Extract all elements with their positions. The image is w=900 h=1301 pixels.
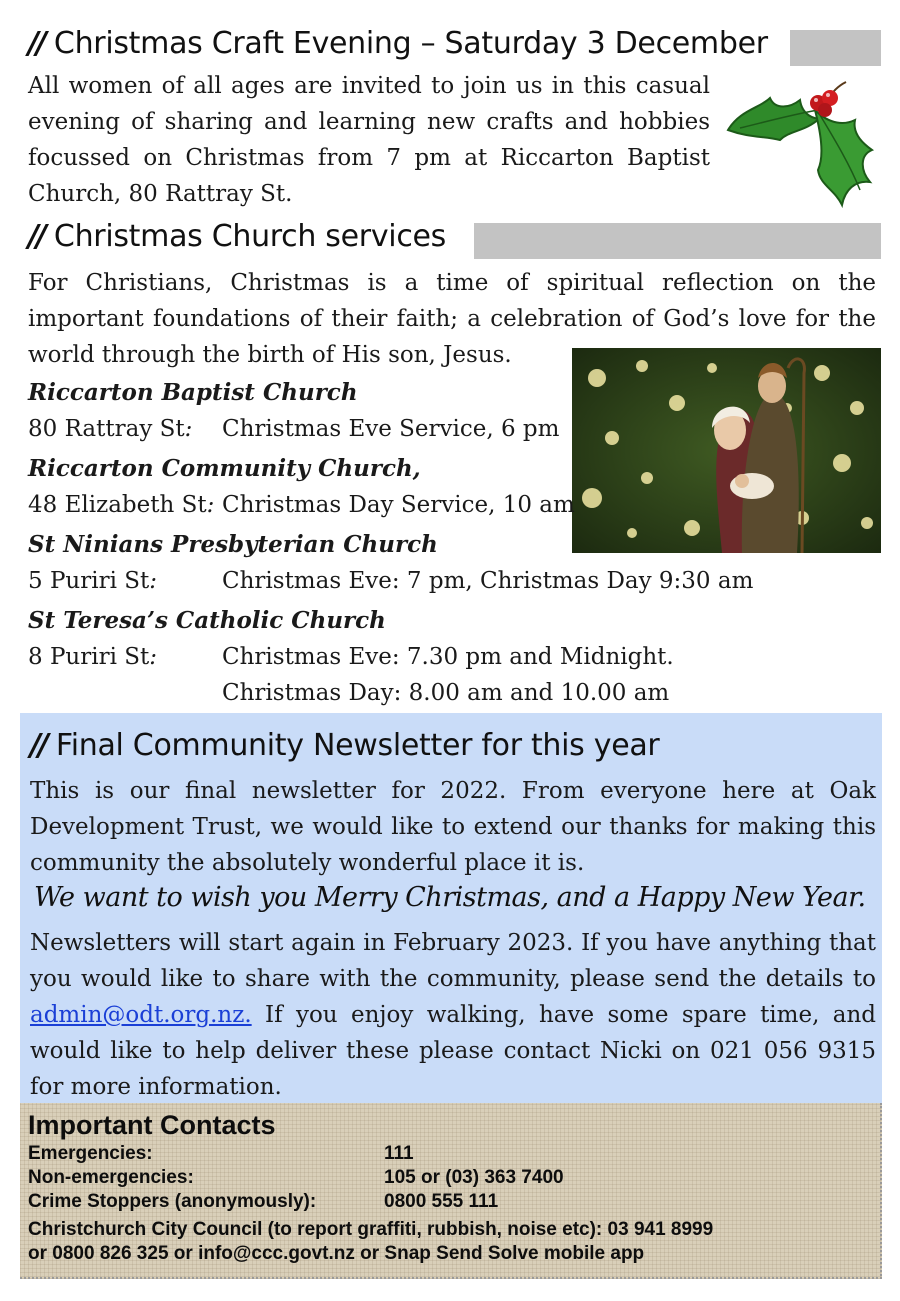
heading-bar <box>790 30 881 66</box>
nativity-photo <box>572 348 881 553</box>
newsletter-heading-text: Final Community Newsletter for this year <box>55 728 660 763</box>
church-row-continued: Christmas Day: 8.00 am and 10.00 am <box>222 680 670 706</box>
heading-slashes-icon: // <box>30 728 46 763</box>
holly-icon <box>720 70 880 210</box>
email-link[interactable]: admin@odt.org.nz. <box>30 1002 252 1028</box>
heading-slashes-icon: // <box>28 26 44 61</box>
church-name: St Ninians Presbyterian Church <box>28 531 438 558</box>
heading-bar <box>474 223 881 259</box>
craft-heading <box>28 26 768 61</box>
contacts-title: Important Contacts <box>28 1110 276 1140</box>
church-row: 80 Rattray St: Christmas Eve Service, 6 pm <box>28 416 560 442</box>
council-line-1: Christchurch City Council (to report graffiti, rubbish, noise etc): 03 941 8999 <box>28 1219 714 1240</box>
services-heading-text: Christmas Church services <box>53 219 447 254</box>
christmas-wish: We want to wish you Merry Christmas, and a Happy New Year. <box>34 882 866 913</box>
craft-heading-text: Christmas Craft Evening – Saturday 3 December <box>53 26 768 61</box>
church-name: St Teresa’s Catholic Church <box>28 607 386 634</box>
council-line-2: or 0800 826 325 or info@ccc.govt.nz or Snap Send Solve mobile app <box>28 1243 645 1264</box>
church-row: 8 Puriri St: Christmas Eve: 7.30 pm and Midnight. <box>28 644 674 670</box>
contact-row: Emergencies: 111 <box>28 1143 414 1164</box>
craft-body: All women of all ages are invited to join us in this casual evening of sharing and learning new crafts and hobbies focussed on Christmas from 7 pm at Riccarton Baptist Church, 80 Rattray St. <box>28 73 710 207</box>
church-name: Riccarton Community Church, <box>28 455 421 482</box>
church-name: Riccarton Baptist Church <box>28 379 358 406</box>
services-intro-1: For Christians, Christmas is a time of spiritual reflection on the important foundations of their faith; a celebration of God’s love for the world through the birth of His son, Jesus. <box>28 270 876 368</box>
contact-row: Non-emergencies: 105 or (03) 363 7400 <box>28 1167 564 1188</box>
newsletter-para-2: Newsletters will start again in February 2023. If you have anything that you would like to share with the community, please send the details to admin@odt.org.nz. If you enjoy walking, have some spare time, and would like to help deliver these please contact Nicki on 021 056 9315 for more information. <box>30 930 876 1100</box>
newsletter-para-1: This is our final newsletter for 2022. From everyone here at Oak Development Trust, we would like to extend our thanks for making this community the absolutely wonderful place it is. <box>30 778 876 876</box>
contact-row: Crime Stoppers (anonymously): 0800 555 111 <box>28 1191 499 1212</box>
church-row: 5 Puriri St: Christmas Eve: 7 pm, Christmas Day 9:30 am <box>28 568 754 594</box>
church-row: 48 Elizabeth St: Christmas Day Service, 10 am <box>28 492 575 518</box>
heading-slashes-icon: // <box>28 219 44 254</box>
newsletter-heading <box>30 728 659 763</box>
services-heading <box>28 219 446 254</box>
